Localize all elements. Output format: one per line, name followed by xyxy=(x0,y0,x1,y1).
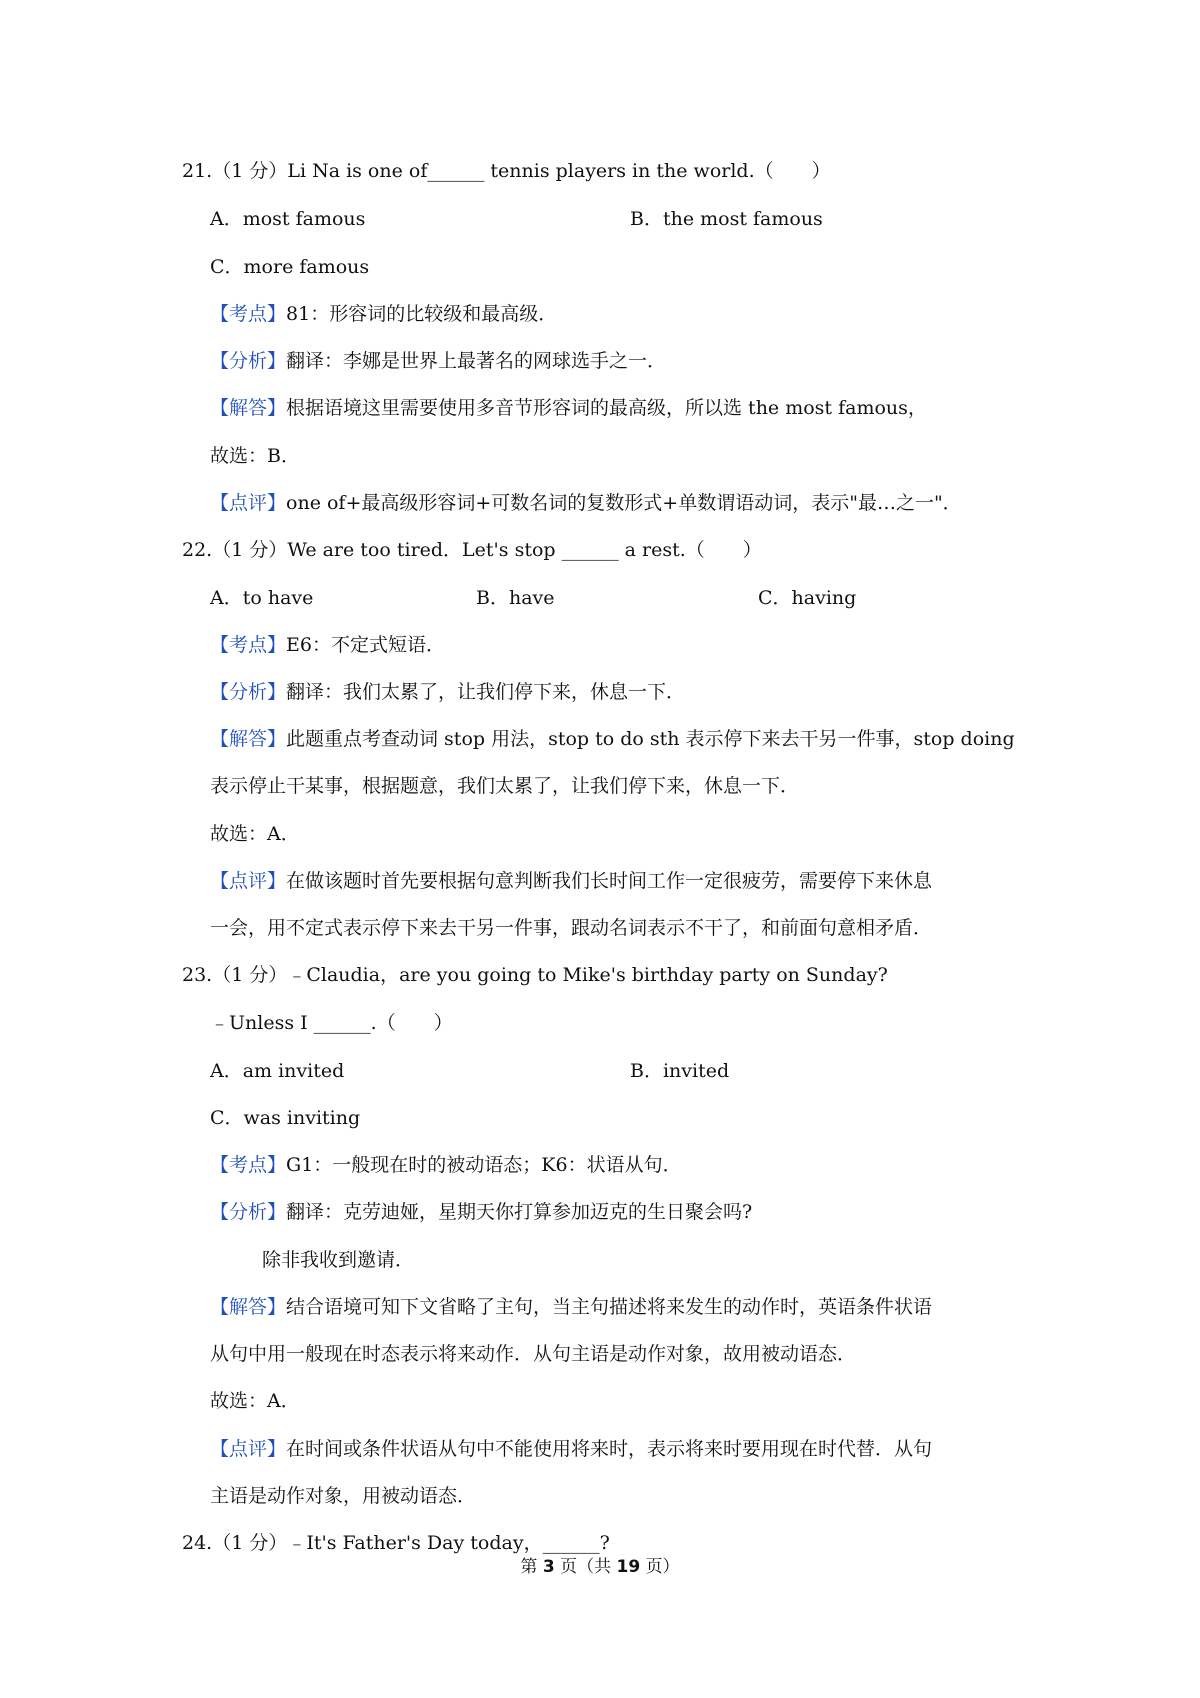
q21-option-b: B．the most famous xyxy=(630,208,823,230)
q21-answer: 故选：B． xyxy=(210,445,300,467)
q21-kaodian xyxy=(210,300,557,328)
q22-fenxi xyxy=(210,678,685,706)
q23-kaodian xyxy=(210,1151,682,1179)
question-23-stem-reply: ﹣Unless I ______.（ ） xyxy=(210,1012,453,1034)
q22-dianping xyxy=(210,867,932,895)
q22-dianping-cont: 一会，用不定式表示停下来去干另一件事，跟动名词表示不干了，和前面句意相矛盾． xyxy=(210,917,933,939)
q23-answer: 故选：A． xyxy=(210,1390,300,1412)
footer-suffix: 页） xyxy=(645,1557,680,1577)
q23-fenxi-cont: 除非我收到邀请． xyxy=(262,1249,415,1271)
q21-fenxi xyxy=(210,347,666,375)
q23-jieda-cont: 从句中用一般现在时态表示将来动作．从句主语是动作对象，故用被动语态． xyxy=(210,1343,857,1365)
kaodian-label: 【考点】 xyxy=(210,634,287,656)
q21-dianping xyxy=(210,489,962,517)
fenxi-label: 【分析】 xyxy=(210,350,287,372)
kaodian-label: 【考点】 xyxy=(210,1154,287,1176)
q23-jieda xyxy=(210,1293,932,1321)
kaodian-label: 【考点】 xyxy=(210,303,287,325)
q23-dianping xyxy=(210,1435,932,1463)
q21-jieda xyxy=(210,394,927,422)
q23-fenxi xyxy=(210,1198,752,1226)
dianping-label: 【点评】 xyxy=(210,870,287,892)
q23-option-b: B．invited xyxy=(630,1060,730,1082)
q22-dianping-text: 在做该题时首先要根据句意判断我们长时间工作一定很疲劳，需要停下来休息 xyxy=(286,870,933,892)
question-22-stem: 22.（1 分）We are too tired．Let's stop ______ a rest.（ ） xyxy=(182,539,762,561)
dianping-label: 【点评】 xyxy=(210,492,287,514)
q21-option-a: A．most famous xyxy=(210,208,366,230)
q22-jieda xyxy=(210,725,1015,753)
footer-prefix: 第 xyxy=(520,1557,538,1577)
q22-option-b: B．have xyxy=(476,587,555,609)
q23-fenxi-text: 翻译：克劳迪娅，星期天你打算参加迈克的生日聚会吗? xyxy=(286,1201,753,1223)
q22-answer: 故选：A． xyxy=(210,823,300,845)
footer-middle: 页（共 xyxy=(560,1557,612,1577)
q23-option-c: C．was inviting xyxy=(210,1107,361,1129)
question-24-stem: 24.（1 分）﹣It's Father's Day today，______? xyxy=(182,1532,610,1554)
q22-jieda-text: 此题重点考查动词 stop 用法，stop to do sth 表示停下来去干另一件事，stop doing xyxy=(286,728,1015,750)
q21-fenxi-text: 翻译：李娜是世界上最著名的网球选手之一． xyxy=(286,350,667,372)
jieda-label: 【解答】 xyxy=(210,728,287,750)
q21-jieda-text: 根据语境这里需要使用多音节形容词的最高级，所以选 the most famous， xyxy=(286,397,927,419)
question-23-stem: 23.（1 分）﹣Claudia，are you going to Mike's birthday party on Sunday? xyxy=(182,964,888,986)
footer-page-total: 19 xyxy=(616,1557,641,1577)
footer-page-number: 3 xyxy=(542,1557,555,1577)
q22-kaodian-text: E6：不定式短语． xyxy=(286,634,445,656)
jieda-label: 【解答】 xyxy=(210,1296,287,1318)
q21-kaodian-text: 81：形容词的比较级和最高级． xyxy=(286,303,558,325)
question-21-stem: 21.（1 分）Li Na is one of______ tennis players in the world.（ ） xyxy=(182,160,831,182)
q21-option-c: C．more famous xyxy=(210,256,370,278)
q22-kaodian xyxy=(210,631,445,659)
q23-jieda-text: 结合语境可知下文省略了主句，当主句描述将来发生的动作时，英语条件状语 xyxy=(286,1296,933,1318)
fenxi-label: 【分析】 xyxy=(210,681,287,703)
page-footer xyxy=(0,1556,1200,1578)
q22-option-a: A．to have xyxy=(210,587,314,609)
q22-fenxi-text: 翻译：我们太累了，让我们停下来，休息一下． xyxy=(286,681,686,703)
q21-dianping-text: one of+最高级形容词+可数名词的复数形式+单数谓语动词，表示"最…之一"． xyxy=(286,492,962,514)
jieda-label: 【解答】 xyxy=(210,397,287,419)
q23-dianping-cont: 主语是动作对象，用被动语态． xyxy=(210,1485,477,1507)
dianping-label: 【点评】 xyxy=(210,1438,287,1460)
q22-jieda-cont: 表示停止干某事，根据题意，我们太累了，让我们停下来，休息一下． xyxy=(210,775,800,797)
q23-option-a: A．am invited xyxy=(210,1060,345,1082)
q23-dianping-text: 在时间或条件状语从句中不能使用将来时，表示将来时要用现在时代替．从句 xyxy=(286,1438,933,1460)
fenxi-label: 【分析】 xyxy=(210,1201,287,1223)
q22-option-c: C．having xyxy=(758,587,857,609)
q23-kaodian-text: G1：一般现在时的被动语态；K6：状语从句． xyxy=(286,1154,682,1176)
